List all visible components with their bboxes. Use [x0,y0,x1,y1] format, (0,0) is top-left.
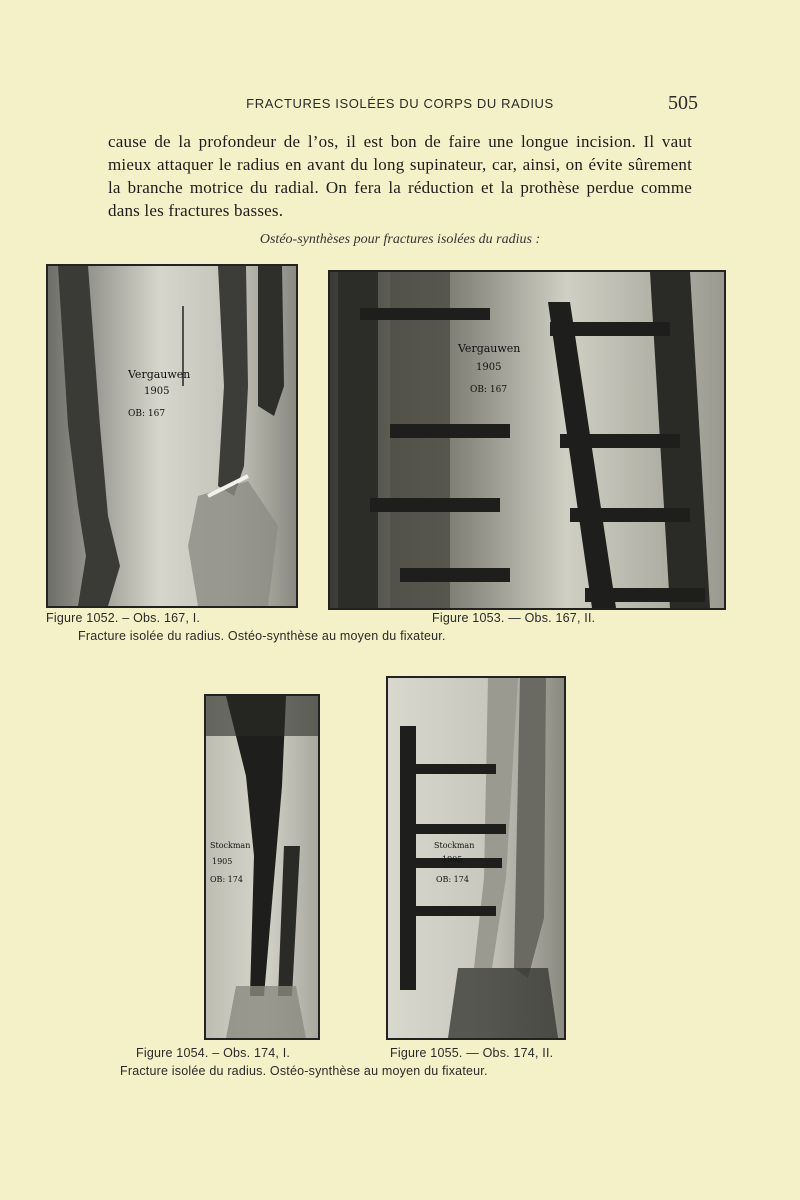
figure-1055-label: Figure 1055. — Obs. 174, II. [390,1046,554,1060]
fig1053-annotation-name: Vergauwen [458,342,521,355]
figure-1054-label: Figure 1054. – Obs. 174, I. [136,1046,291,1060]
fig1055-annotation-year: 1905 [442,855,463,864]
figure-1054-xray [204,694,320,1040]
fig1052-annotation-name: Vergauwen [128,368,191,381]
figure-1052-xray [46,264,298,608]
figures-bottom-caption: Fracture isolée du radius. Ostéo-synthèse au moyen du fixateur. [120,1064,488,1078]
figure-1052-label: Figure 1052. – Obs. 167, I. [46,611,201,625]
page-number: 505 [668,92,698,114]
figure-1053-label: Figure 1053. — Obs. 167, II. [432,611,596,625]
body-paragraph: cause de la profondeur de l’os, il est bon de faire une longue incision. Il vaut mieux attaquer le radius en avant du long supinateur, car, ainsi, on évite sûrement la branche motrice du radial. On fera la réduction et la prothèse perdue comme dans les fractures basses. [108,132,692,220]
figure-1055-xray [386,676,566,1040]
fig1055-annotation-name: Stockman [434,841,475,850]
figure-1053-xray [328,270,726,610]
fig1053-annotation-ob: OB: 167 [470,385,508,395]
fig1054-annotation-ob: OB: 174 [210,875,243,884]
fig1054-annotation-year: 1905 [212,857,233,866]
fig1052-annotation-ob: OB: 167 [128,409,166,419]
fig1053-annotation-year: 1905 [476,362,502,373]
running-title: FRACTURES ISOLÉES DU CORPS DU RADIUS [246,96,554,111]
figures-top-caption: Fracture isolée du radius. Ostéo-synthèse au moyen du fixateur. [78,629,446,643]
fig1054-annotation-name: Stockman [210,841,251,850]
running-head [0,92,800,114]
fig1055-annotation-ob: OB: 174 [436,875,469,884]
fig1052-annotation-year: 1905 [144,386,170,397]
section-caption: Ostéo-synthèses pour fractures isolées du radius : [259,232,541,247]
